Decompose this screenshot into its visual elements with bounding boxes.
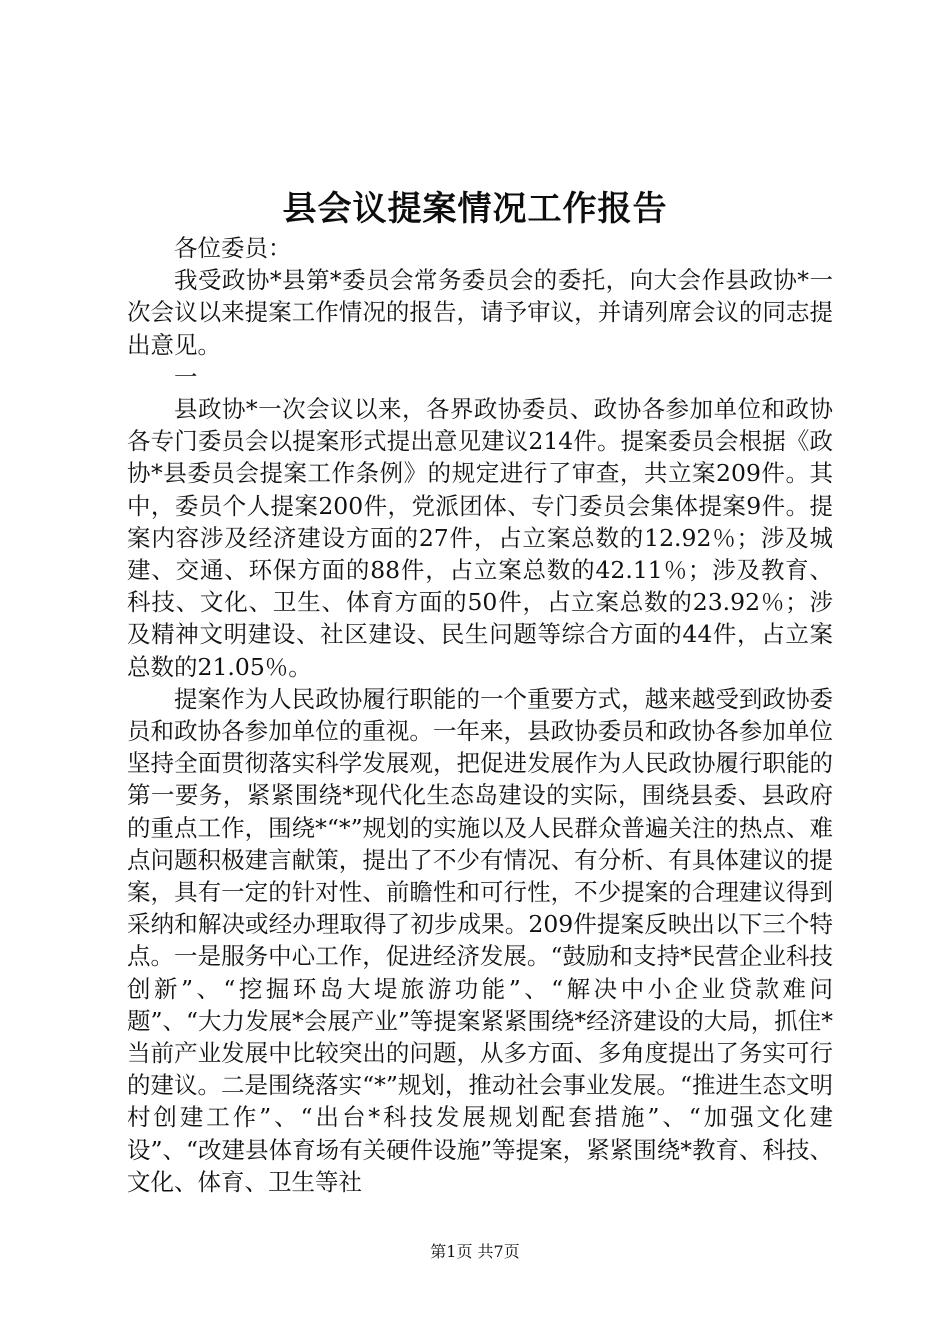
- salutation-paragraph: 各位委员：: [174, 234, 292, 262]
- intro-paragraph: 我受政协*县第*委员会常务委员会的委托，向大会作县政协*一次会议以来提案工作情况的报告，请予审议，并请列席会议的同志提出意见。: [127, 266, 833, 359]
- features-paragraph: 提案作为人民政协履行职能的一个重要方式，越来越受到政协委员和政协各参加单位的重视。一年来，县政协委员和政协各参加单位坚持全面贯彻落实科学发展观，把促进发展作为人民政协履行职能的第一要务，紧紧围绕*现代化生态岛建设的实际，围绕县委、县政府的重点工作，围绕*“*”规划的实施以及人民群众普遍关注的热点、难点问题积极建言献策，提出了不少有情况、有分析、有具体建议的提案，具有一定的针对性、前瞻性和可行性，不少提案的合理建议得到采纳和解决或经办理取得了初步成果。209件提案反映出以下三个特点。一是服务中心工作，促进经济发展。“鼓励和支持*民营企业科技创新”、“挖掘环岛大堤旅游功能”、“解决中小企业贷款难问题”、“大力发展*会展产业”等提案紧紧围绕*经济建设的大局，抓住*当前产业发展中比较突出的问题，从多方面、多角度提出了务实可行的建议。二是围绕落实“*”规划，推动社会事业发展。“推进生态文明村创建工作”、“出台*科技发展规划配套措施”、“加强文化建设”、“改建县体育场有关硬件设施”等提案，紧紧围绕*教育、科技、文化、体育、卫生等社: [127, 684, 833, 1196]
- document-title: 县会议提案情况工作报告: [282, 189, 668, 229]
- document-body: [127, 232, 833, 1198]
- page-footer: 第1页 共7页: [430, 1242, 520, 1261]
- section-heading: 一: [174, 362, 198, 391]
- statistics-paragraph: 县政协*一次会议以来，各界政协委员、政协各参加单位和政协各专门委员会以提案形式提出意见建议214件。提案委员会根据《政协*县委员会提案工作条例》的规定进行了审查，共立案209件。其中，委员个人提案200件，党派团体、专门委员会集体提案9件。提案内容涉及经济建设方面的27件，占立案总数的12.92％；涉及城建、交通、环保方面的88件，占立案总数的42.11％；涉及教育、科技、文化、卫生、体育方面的50件，占立案总数的23.92％；涉及精神文明建设、社区建设、民生问题等综合方面的44件，占立案总数的21.05％。: [127, 395, 833, 681]
